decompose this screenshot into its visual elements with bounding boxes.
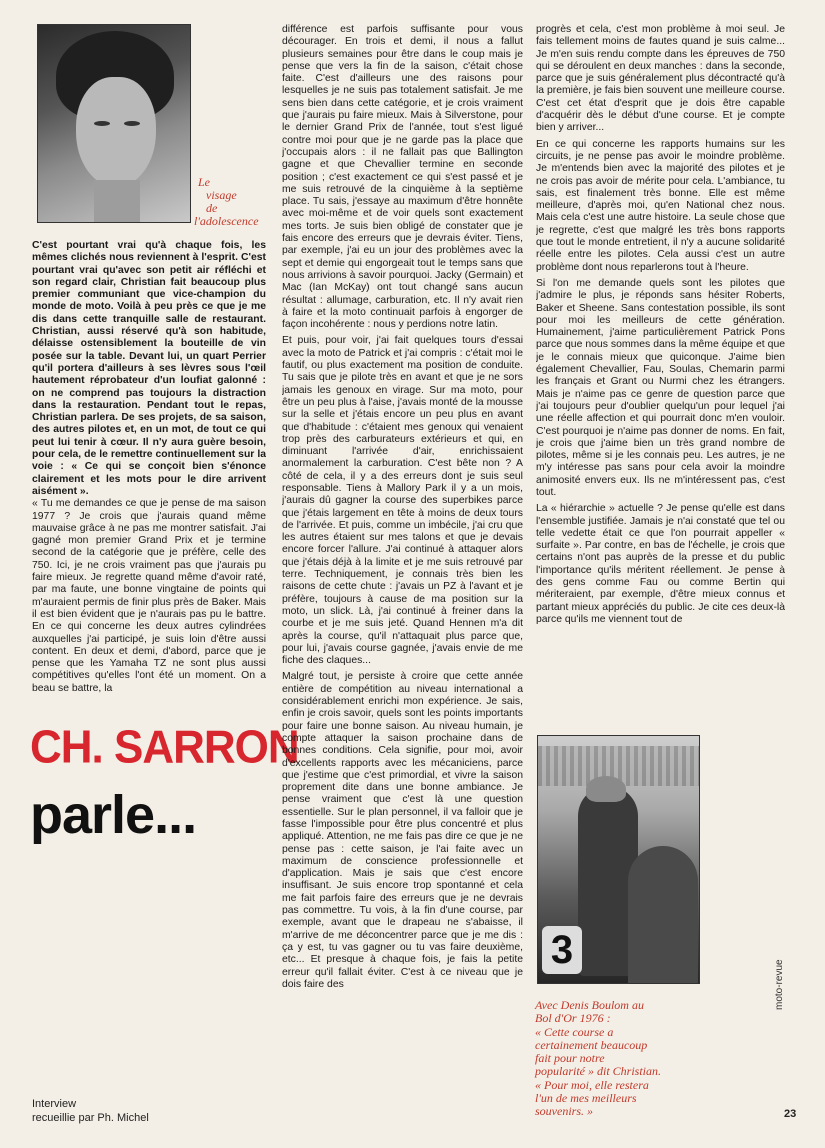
interview-credit (32, 1097, 149, 1125)
race-photo-caption (535, 999, 725, 1119)
body-paragraph: La « hiérarchie » actuelle ? Je pense qu'elle est dans l'ensemble justifiée. Jamais je n'ai constaté que tel ou telle vedette était ce que l'on pourrait appeller « surfaite ». Par contre, en bas de l'échelle, je crois que certains n'ont pas auprès de la presse et du public l'importance qu'ils méritent réellement. Je pense à des gens comme Fau ou comme Bertin qui mériteraient, par exemple, d'être mieux connus et partant mieux appréciés du public. Je cite ces deux-là parce qu'ils me viennent tout de (536, 503, 785, 625)
portrait-eye-left (94, 121, 110, 126)
body-paragraph: progrès et cela, c'est mon problème à moi seul. Je fais tellement moins de fautes quand je suis calme... Je m'en suis rendu compte dans les épreuves de 750 qui se déroulent en deux manches : dans la seconde, parce que je suis généralement plus décontracté qu'à la première, je fais bien souvent une meilleure course. C'est cet état d'esprit que je dois être capable d'acquérir dès le début d'une course. Et je compte bien y arriver... (536, 24, 785, 134)
caption-line: popularité » dit Christian. (535, 1064, 662, 1079)
body-paragraph: Malgré tout, je persiste à croire que cette année entière de compétition au niveau international a considérablement enrichi mon expérience. Je sais, enfin je crois savoir, quels sont les points importants pour faire une bonne saison. Au niveau humain, je compte attaquer la saison prochaine dans de bonnes conditions. Cela signifie, pour moi, avoir d'excellents rapports avec les mécaniciens, parce que j'estime que c'est primordial, et vivre la saison proprement dite dans une bonne ambiance. Je pense vraiment que c'est là une question essentielle. Sur le plan personnel, il va falloir que je fasse l'impossible pour être plus concentré et plus appliqué. Attention, ne me fais pas dire ce que je ne pense pas : cette saison, je l'ai faite avec un maximum de conscience professionnelle et d'application. Mais je sais que c'est encore insuffisant. Je suis encore trop spontanné et cela me fait parfois faire des erreurs que je ne devrais pas commettre. Tu vois, à la fin d'une course, par exemple, avant que le drapeau ne s'abaisse, il m'arrive de me déconcentrer parce que je me dis : ça y est, tu vas gagner ou tu vas faire deuxième, etc... Et presque à chaque fois, je fais la petite erreur qu'il fallait éviter. C'est à ce niveau que je dois faire des (282, 671, 523, 990)
caption-line: de (206, 201, 218, 215)
column-3 (536, 24, 785, 724)
portrait-photo (37, 24, 191, 223)
caption-line: « Pour moi, elle restera (535, 1077, 649, 1092)
portrait-eye-right (124, 121, 140, 126)
caption-line: l'adolescence (194, 214, 259, 228)
body-paragraph: différence est parfois suffisante pour vous décourager. En trois et demi, il nous a fallut plusieurs semaines pour être dans le coup mais je pense que vers la fin de la saison, c'était chose faite. C'est d'ailleurs une des raisons pour lesquelles je ne suis pas totalement satisfait. Je me sens bien dans cette catégorie, et je crois vraiment que j'aurais pu faire mieux. Mais à Silverstone, pour le dernier Grand Prix de l'année, tout s'est ligué contre moi pour que je ne garde pas la place que j'occupais alors : il ne fallait pas que Ballington gagne et que Chevallier termine en seconde position ; c'est exactement ce qui s'est passé et je me suis retrouvé de la cinquième à la septième place. Tu sais, j'essaye au maximum d'être honnête avec moi-même et de voir quels sont exactement mes torts. Je suis bien obligé de constater que je fais encore des erreurs que je devrais éviter. Tiens, par exemple, j'ai eu un jour des problèmes avec la sept et demie qui engorgeait tout le temps sans que nous arrivions à savoir pourquoi. Jacky (Germain) et Mac (Ian McKay) ont tout changé sans aucun résultat : allumage, carburation, etc. Il n'y avait rien à faire et la moto continuait parfois à engorger de façon incohérente : nous y perdions notre latin. (282, 24, 523, 331)
caption-line: visage (206, 188, 237, 202)
column-1 (32, 240, 266, 725)
article-title-verb: parle... (30, 785, 197, 845)
article-title-name: CH. SARRON (30, 721, 299, 774)
column-2 (282, 24, 523, 1136)
magazine-name: moto-revue (774, 959, 785, 1010)
photo-motorcycle (628, 846, 698, 983)
caption-line: Bol d'Or 1976 : (535, 1011, 611, 1026)
race-photo (537, 735, 700, 984)
body-paragraph: En ce qui concerne les rapports humains sur les circuits, je ne pense pas avoir le moindre problème. Je m'entends bien avec la majorité des pilotes et je ne crois pas avoir de mérite pour cela. L'ambiance, tu sais, est finalement très bonne. Elle est même meilleure, d'après moi, qu'en National chez nous. Mais cela c'est une autre histoire. La seule chose que je regrette, c'est que malgré les très bons rapports que tout le monde entretient, il n'y a aucune solidarité réelle entre les pilotes. Cela aussi c'est un autre problème dont nous reparlerons tout à l'heure. (536, 138, 785, 273)
credit-line: Interview (32, 1098, 77, 1110)
credit-line: recueillie par Ph. Michel (32, 1112, 149, 1124)
caption-line: Le (198, 175, 210, 189)
intro-paragraph: C'est pourtant vrai qu'à chaque fois, les mêmes clichés nous reviennent à l'esprit. C'est pourtant vrai qu'avec son petit air réfléchi et son regard clair, Christian fait beaucoup plus premier communiant que vice-champion du monde de moto. Voilà à peu près ce que je me dis dans cette tranquille salle de restaurant. Christian, aussi réservé qu'à son habitude, délaisse ostensiblement la bouteille de vin posée sur la table. Devant lui, un quart Perrier qu'il portera d'ailleurs à ses lèvres sous l'œil hautement réprobateur d'un loufiat galonné : on ne comprend pas toujours la distraction dans la restauration. Pendant tout le repas, Christian parlera. De ses projets, de sa saison, des autres pilotes et, en un mot, de tout ce qui peut lui tenir à cœur. Il n'y aura guère besoin, pour cela, de le remettre continuellement sur la voie : « Ce qui se conçoit bien s'énonce clairement et les mots pour le dire arrivent aisément ». (32, 240, 266, 497)
caption-line: certainement beaucoup (535, 1037, 648, 1052)
caption-line: Avec Denis Boulom au (535, 998, 644, 1012)
caption-line: fait pour notre (535, 1051, 605, 1066)
caption-line: l'un de mes meilleurs (535, 1091, 637, 1106)
body-paragraph: « Tu me demandes ce que je pense de ma saison 1977 ? Je crois que j'aurais quand même mauvaise grâce à ne pas me montrer satisfait. J'ai gagné mon premier Grand Prix et je termine second de la catégorie que je préfère, celle des 750. Ici, je ne crois vraiment pas que j'aurais pu faire mieux. Je regrette quand même d'avoir raté, par ma faute, une bonne vingtaine de points qui m'auraient permis de finir plus près de Baker. Mais il est bien évident que je n'aurais pas pu le battre. En ce qui concerne les deux autres cylindrées auxquelles j'ai participé, je suis loin d'être aussi content. En deux et demi, d'abord, parce que je pense que les Yamaha TZ ne sont plus aussi compétitives qu'elles l'ont été un moment. On a beau se battre, la (32, 498, 266, 694)
caption-line: « Cette course a (535, 1024, 614, 1039)
body-paragraph: Si l'on me demande quels sont les pilotes que j'admire le plus, je réponds sans hésiter Roberts, Baker et Sheene. Sans contestation possible, ils sont pour moi les meilleurs de cette génération. Humainement, j'aime particulièrement Patrick Pons parce que nous sommes dans la même équipe et que je le connais mieux que quiconque. J'aime bien également Chevallier, Fau, Soulas, Chemarin parmi les français et Grant ou Nurmi chez les étrangers. Mais je n'aime pas ce genre de question parce que j'ai toujours peur d'oublier quelqu'un pour lequel j'ai une réelle affection et qui pourrait donc m'en vouloir. C'est pourquoi je n'aime pas donner de noms. En fait, je crois que j'aime bien un très grand nombre de pilotes, même si je les connais peu. Les autres, je ne m'y intéresse pas sans pour cela avoir la moindre animosité envers eux. Ils ne m'intéressent pas, c'est tout. (536, 277, 785, 498)
photo-helmet (586, 776, 626, 802)
page-number: 23 (784, 1108, 797, 1120)
caption-line: souvenirs. » (535, 1104, 593, 1119)
body-paragraph: Et puis, pour voir, j'ai fait quelques tours d'essai avec la moto de Patrick et j'ai compris : c'était moi le fautif, ou plus exactement ma position de conduite. Tu sais que je pilote très en avant et que je ne sors jamais les genoux en virage. Sur ma moto, pour être un peu plus à l'aise, j'avais monté de la mousse sur la selle et j'étais encore un peu plus en avant que d'habitude : c'étaient mes genoux qui venaient trop près des carburateurs extérieurs et qui, en diminuant l'arrivée d'air, enrichissaient anormalement la carburation. C'est bête non ? A côté de cela, il y a des erreurs dont je suis seul responsable. Tiens à Mallory Park il y a un mois, j'aurais dû gagner la course des superbikes parce que j'étais largement en tête à moins de deux tours de l'arrivée. Et puis, comme un imbécile, j'ai cru que les autres étaient sur mes talons et que je devais encore forcer l'allure. J'ai continué à attaquer alors que j'étais déjà à la limite et je me suis retrouvé par terre. Techniquement, je connais très bien les raisons de cette chute : j'avais un PZ à l'avant et je préfère, toujours à cause de ma position sur la moto, un slick. Là, j'ai continué à freiner dans la courbe et je me suis jeté. Quand Hennen m'a dit après la course, qu'il n'attaquait plus parce que, pour lui, j'avais course gagnée, j'avais envie de me fiche des claques... (282, 335, 523, 667)
portrait-neck (94, 180, 140, 222)
portrait-face (76, 77, 156, 187)
race-number-plate: 3 (542, 926, 582, 974)
portrait-caption (192, 176, 282, 228)
